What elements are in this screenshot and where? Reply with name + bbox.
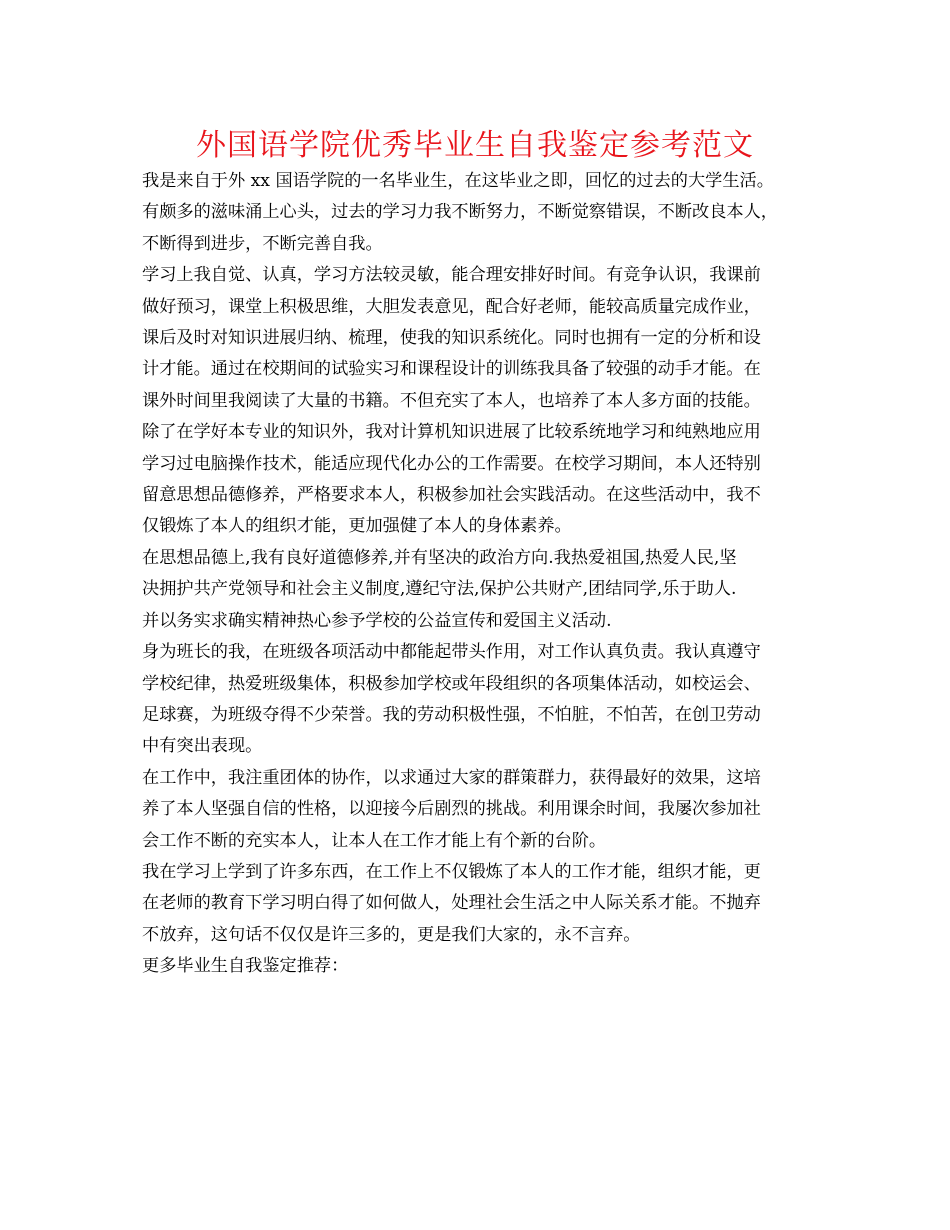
text-line: 有颇多的滋味涌上心头，过去的学习力我不断努力，不断觉察错误，不断改良本人， <box>142 202 778 223</box>
text-line: 学习上我自觉、认真，学习方法较灵敏，能合理安排好时间。有竞争认识，我课前 <box>142 265 761 286</box>
text-line: 身为班长的我，在班级各项活动中都能起带头作用，对工作认真负责。我认真遵守 <box>142 642 761 663</box>
text-line: 会工作不断的充实本人，让本人在工作才能上有个新的台阶。 <box>142 830 607 851</box>
text-line: 更多毕业生自我鉴定推荐： <box>142 956 349 977</box>
text-line: 学校纪律，热爱班级集体，积极参加学校或年段组织的各项集体活动，如校运会、 <box>142 673 761 694</box>
text-line: 不断得到进步，不断完善自我。 <box>142 233 383 254</box>
text-line: 并以务实求确实精神热心参予学校的公益宣传和爱国主义活动. <box>142 610 612 631</box>
text-line: 仅锻炼了本人的组织才能，更加强健了本人的身体素养。 <box>142 516 572 537</box>
text-line: 养了本人坚强自信的性格，以迎接今后剧烈的挑战。利用课余时间，我屡次参加社 <box>142 799 761 820</box>
text-line: 在工作中，我注重团体的协作，以求通过大家的群策群力，获得最好的效果，这培 <box>142 767 761 788</box>
text-line: 决拥护共产党领导和社会主义制度,遵纪守法,保护公共财产,团结同学,乐于助人. <box>142 579 737 600</box>
text-line: 在思想品德上,我有良好道德修养,并有坚决的政治方向.我热爱祖国,热爱人民,坚 <box>142 547 737 568</box>
text-line: 在老师的教育下学习明白得了如何做人，处理社会生活之中人际关系才能。不抛弃 <box>142 893 761 914</box>
text-line: 足球赛，为班级夺得不少荣誉。我的劳动积极性强，不怕脏，不怕苦，在创卫劳动 <box>142 704 761 725</box>
paragraph-study <box>142 260 812 543</box>
text-line: 中有突出表现。 <box>142 736 263 757</box>
text-line: 留意思想品德修养，严格要求本人，积极参加社会实践活动。在这些活动中，我不 <box>142 485 761 506</box>
text-line: 我是来自于外 xx 国语学院的一名毕业生，在这毕业之即，回忆的过去的大学生活。 <box>142 171 774 191</box>
text-line: 课外时间里我阅读了大量的书籍。不但充实了本人，也培养了本人多方面的技能。 <box>142 390 761 411</box>
paragraph-conclusion <box>142 857 812 951</box>
document-title: 外国语学院优秀毕业生自我鉴定参考范文 <box>196 128 754 163</box>
text-line: 除了在学好本专业的知识外，我对计算机知识进展了比较系统地学习和纯熟地应用 <box>142 422 761 443</box>
paragraph-monitor <box>142 637 812 763</box>
paragraph-morality <box>142 543 812 637</box>
paragraph-work <box>142 763 812 857</box>
text-line: 计才能。通过在校期间的试验实习和课程设计的训练我具备了较强的动手才能。在 <box>142 359 761 380</box>
paragraph-intro <box>142 166 812 260</box>
text-line: 不放弃，这句话不仅仅是许三多的，更是我们大家的，永不言弃。 <box>142 924 641 945</box>
document-body <box>142 166 812 983</box>
text-line: 做好预习，课堂上积极思维，大胆发表意见，配合好老师，能较高质量完成作业， <box>142 296 761 317</box>
paragraph-more-recommendations <box>142 951 812 982</box>
text-line: 课后及时对知识进展归纳、梳理，使我的知识系统化。同时也拥有一定的分析和设 <box>142 328 761 349</box>
text-line: 我在学习上学到了许多东西，在工作上不仅锻炼了本人的工作才能，组织才能，更 <box>142 861 761 882</box>
text-line: 学习过电脑操作技术，能适应现代化办公的工作需要。在校学习期间，本人还特别 <box>142 453 761 474</box>
